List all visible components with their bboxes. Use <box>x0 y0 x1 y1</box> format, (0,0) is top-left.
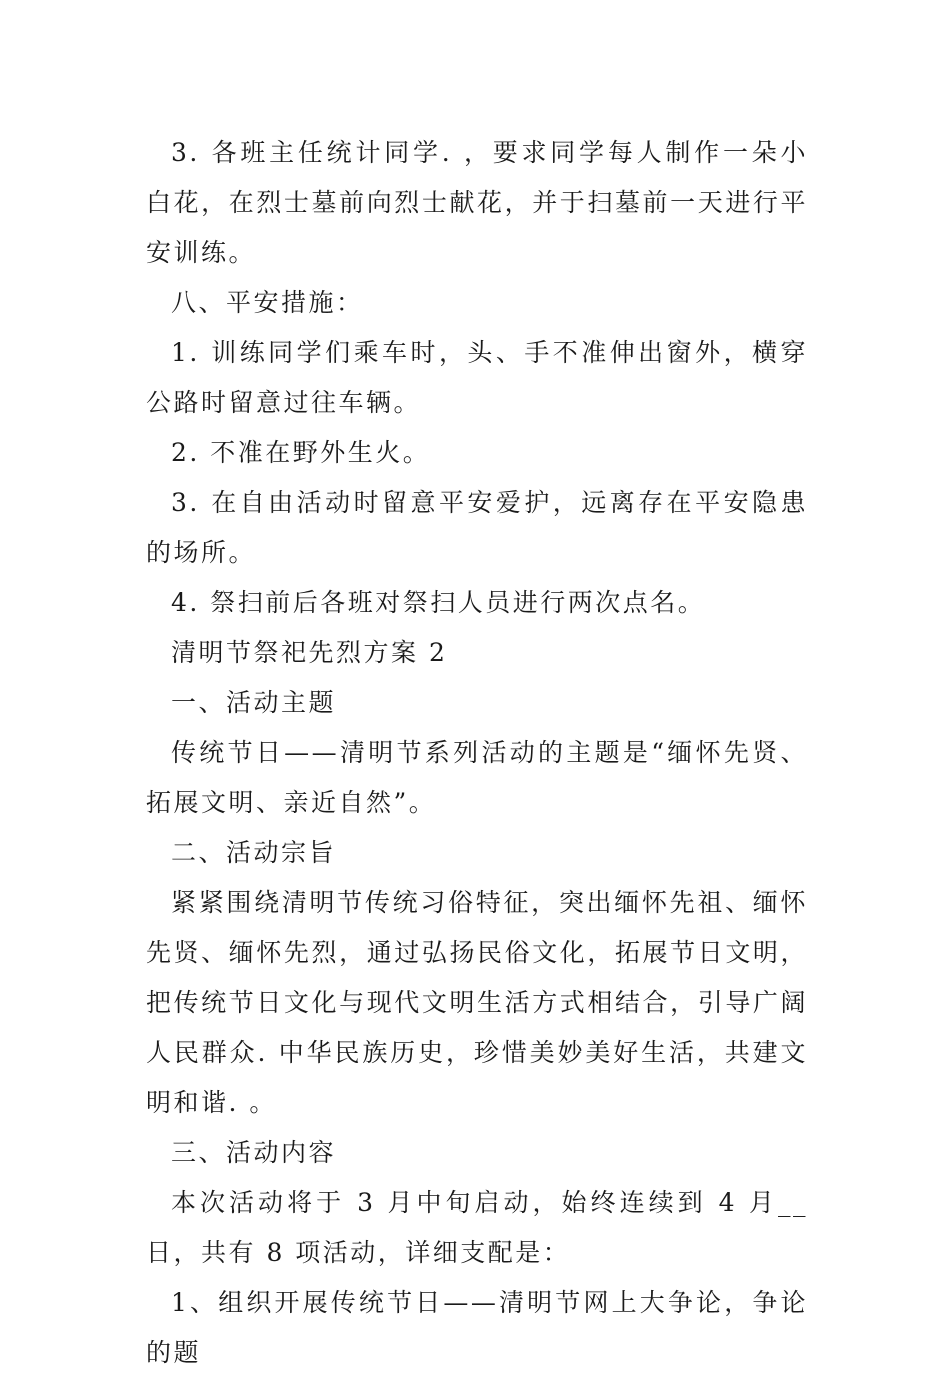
section-heading-safety-measures: 八、平安措施： <box>171 288 364 317</box>
plan-title: 清明节祭祀先烈方案 2 <box>171 638 448 667</box>
section-heading-content: 三、活动内容 <box>171 1138 337 1167</box>
paragraph-safety-4: 4. 祭扫前后各班对祭扫人员进行两次点名。 <box>171 588 706 617</box>
paragraph-safety-1: 1. 训练同学们乘车时，头、手不准伸出窗外，横穿公路时留意过往车辆。 <box>146 338 808 417</box>
paragraph-item-3-white-flower: 3. 各班主任统计同学. ，要求同学每人制作一朵小白花，在烈士墓前向烈士献花，并于扫墓前一天进行平安训练。 <box>146 138 808 267</box>
paragraph-theme: 传统节日——清明节系列活动的主题是“缅怀先贤、拓展文明、亲近自然”。 <box>146 738 808 817</box>
section-heading-purpose: 二、活动宗旨 <box>171 838 337 867</box>
document-body <box>146 128 808 1378</box>
paragraph-safety-3: 3. 在自由活动时留意平安爱护，远离存在平安隐患的场所。 <box>146 488 808 567</box>
paragraph-content-schedule: 本次活动将于 3 月中旬启动，始终连续到 4 月__日，共有 8 项活动，详细支配是： <box>146 1188 808 1267</box>
paragraph-safety-2: 2. 不准在野外生火。 <box>171 438 431 467</box>
section-heading-theme: 一、活动主题 <box>171 688 337 717</box>
paragraph-content-item-1: 1、组织开展传统节日——清明节网上大争论，争论的题 <box>146 1288 808 1367</box>
paragraph-purpose: 紧紧围绕清明节传统习俗特征，突出缅怀先祖、缅怀先贤、缅怀先烈，通过弘扬民俗文化，拓展节日文明，把传统节日文化与现代文明生活方式相结合，引导广阔人民群众. 中华民族历史，珍惜美妙美好生活，共建文明和谐. 。 <box>146 888 808 1117</box>
